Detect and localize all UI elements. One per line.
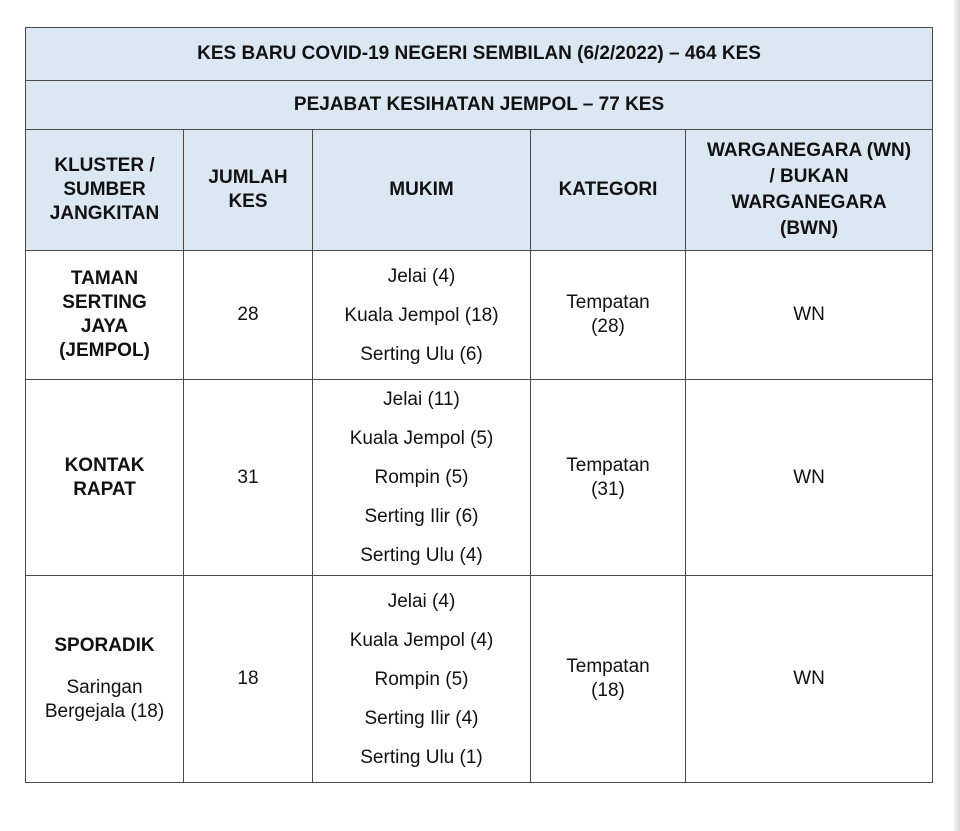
- mukim-item: Serting Ilir (6): [364, 506, 479, 527]
- mukim-item: Kuala Jempol (4): [349, 629, 494, 651]
- header-wn-line: WARGANEGARA (WN): [707, 140, 912, 161]
- kluster-cell: [26, 251, 184, 380]
- mukim-item: Jelai (4): [387, 590, 456, 612]
- table-title: KES BARU COVID-19 NEGERI SEMBILAN (6/2/2022) – 464 KES: [26, 28, 933, 81]
- page-edge-shadow: [954, 0, 960, 831]
- kluster-line: JAYA: [80, 316, 129, 337]
- mukim-item: Serting Ulu (6): [360, 343, 483, 365]
- mukim-item: Serting Ilir (4): [364, 707, 479, 729]
- jumlah-cell: 28: [184, 251, 313, 380]
- mukim-cell: [313, 380, 531, 576]
- header-warganegara: [686, 130, 933, 251]
- header-kluster: [26, 130, 184, 251]
- wn-cell: WN: [686, 251, 933, 380]
- table-row: [26, 251, 933, 380]
- header-jumlah: [184, 130, 313, 251]
- kluster-line: RAPAT: [73, 478, 136, 500]
- kategori-count: (28): [591, 316, 625, 337]
- kluster-cell: [26, 380, 184, 576]
- kluster-line: TAMAN: [70, 268, 139, 289]
- kategori-count: (31): [591, 478, 625, 500]
- mukim-item: Rompin (5): [374, 668, 469, 690]
- header-kategori: KATEGORI: [531, 130, 686, 251]
- jumlah-cell: 31: [184, 380, 313, 576]
- kluster-line: SPORADIK: [54, 635, 155, 656]
- mukim-cell: [313, 576, 531, 783]
- kluster-line: SERTING: [62, 292, 147, 313]
- mukim-item: Rompin (5): [374, 467, 469, 488]
- mukim-item: Jelai (11): [383, 389, 460, 410]
- kategori-count: (18): [591, 680, 625, 701]
- title-row: [26, 28, 933, 81]
- header-kluster-line: JANGKITAN: [49, 203, 160, 224]
- kluster-line: KONTAK: [64, 454, 145, 476]
- kategori-cell: [531, 576, 686, 783]
- kategori-label: Tempatan: [566, 292, 650, 313]
- jumlah-cell: 18: [184, 576, 313, 783]
- header-wn-line: (BWN): [780, 218, 839, 239]
- wn-cell: WN: [686, 380, 933, 576]
- mukim-item: Kuala Jempol (18): [344, 304, 499, 326]
- table-subtitle: PEJABAT KESIHATAN JEMPOL – 77 KES: [26, 81, 933, 130]
- mukim-item: Jelai (4): [387, 265, 456, 287]
- header-kluster-line: SUMBER: [63, 179, 146, 200]
- header-kluster-line: KLUSTER /: [54, 155, 155, 176]
- header-jumlah-line: JUMLAH: [208, 167, 288, 188]
- table-row: [26, 380, 933, 576]
- table-row: [26, 576, 933, 783]
- covid-cases-table: [25, 27, 933, 783]
- kategori-label: Tempatan: [566, 454, 650, 476]
- header-jumlah-line: KES: [228, 191, 268, 212]
- header-row: [26, 130, 933, 251]
- kategori-cell: [531, 251, 686, 380]
- header-wn-line: WARGANEGARA: [731, 192, 887, 213]
- kluster-source-line: Bergejala (18): [44, 701, 165, 722]
- wn-cell: WN: [686, 576, 933, 783]
- header-mukim: MUKIM: [313, 130, 531, 251]
- kategori-cell: [531, 380, 686, 576]
- header-wn-line: / BUKAN: [769, 166, 849, 187]
- mukim-item: Serting Ulu (1): [360, 746, 483, 768]
- kluster-source-line: Saringan: [66, 677, 143, 698]
- subtitle-row: [26, 81, 933, 130]
- kluster-line: (JEMPOL): [59, 340, 150, 361]
- kategori-label: Tempatan: [566, 656, 650, 677]
- mukim-item: Kuala Jempol (5): [349, 428, 494, 449]
- mukim-item: Serting Ulu (4): [360, 545, 483, 566]
- mukim-cell: [313, 251, 531, 380]
- kluster-cell: [26, 576, 184, 783]
